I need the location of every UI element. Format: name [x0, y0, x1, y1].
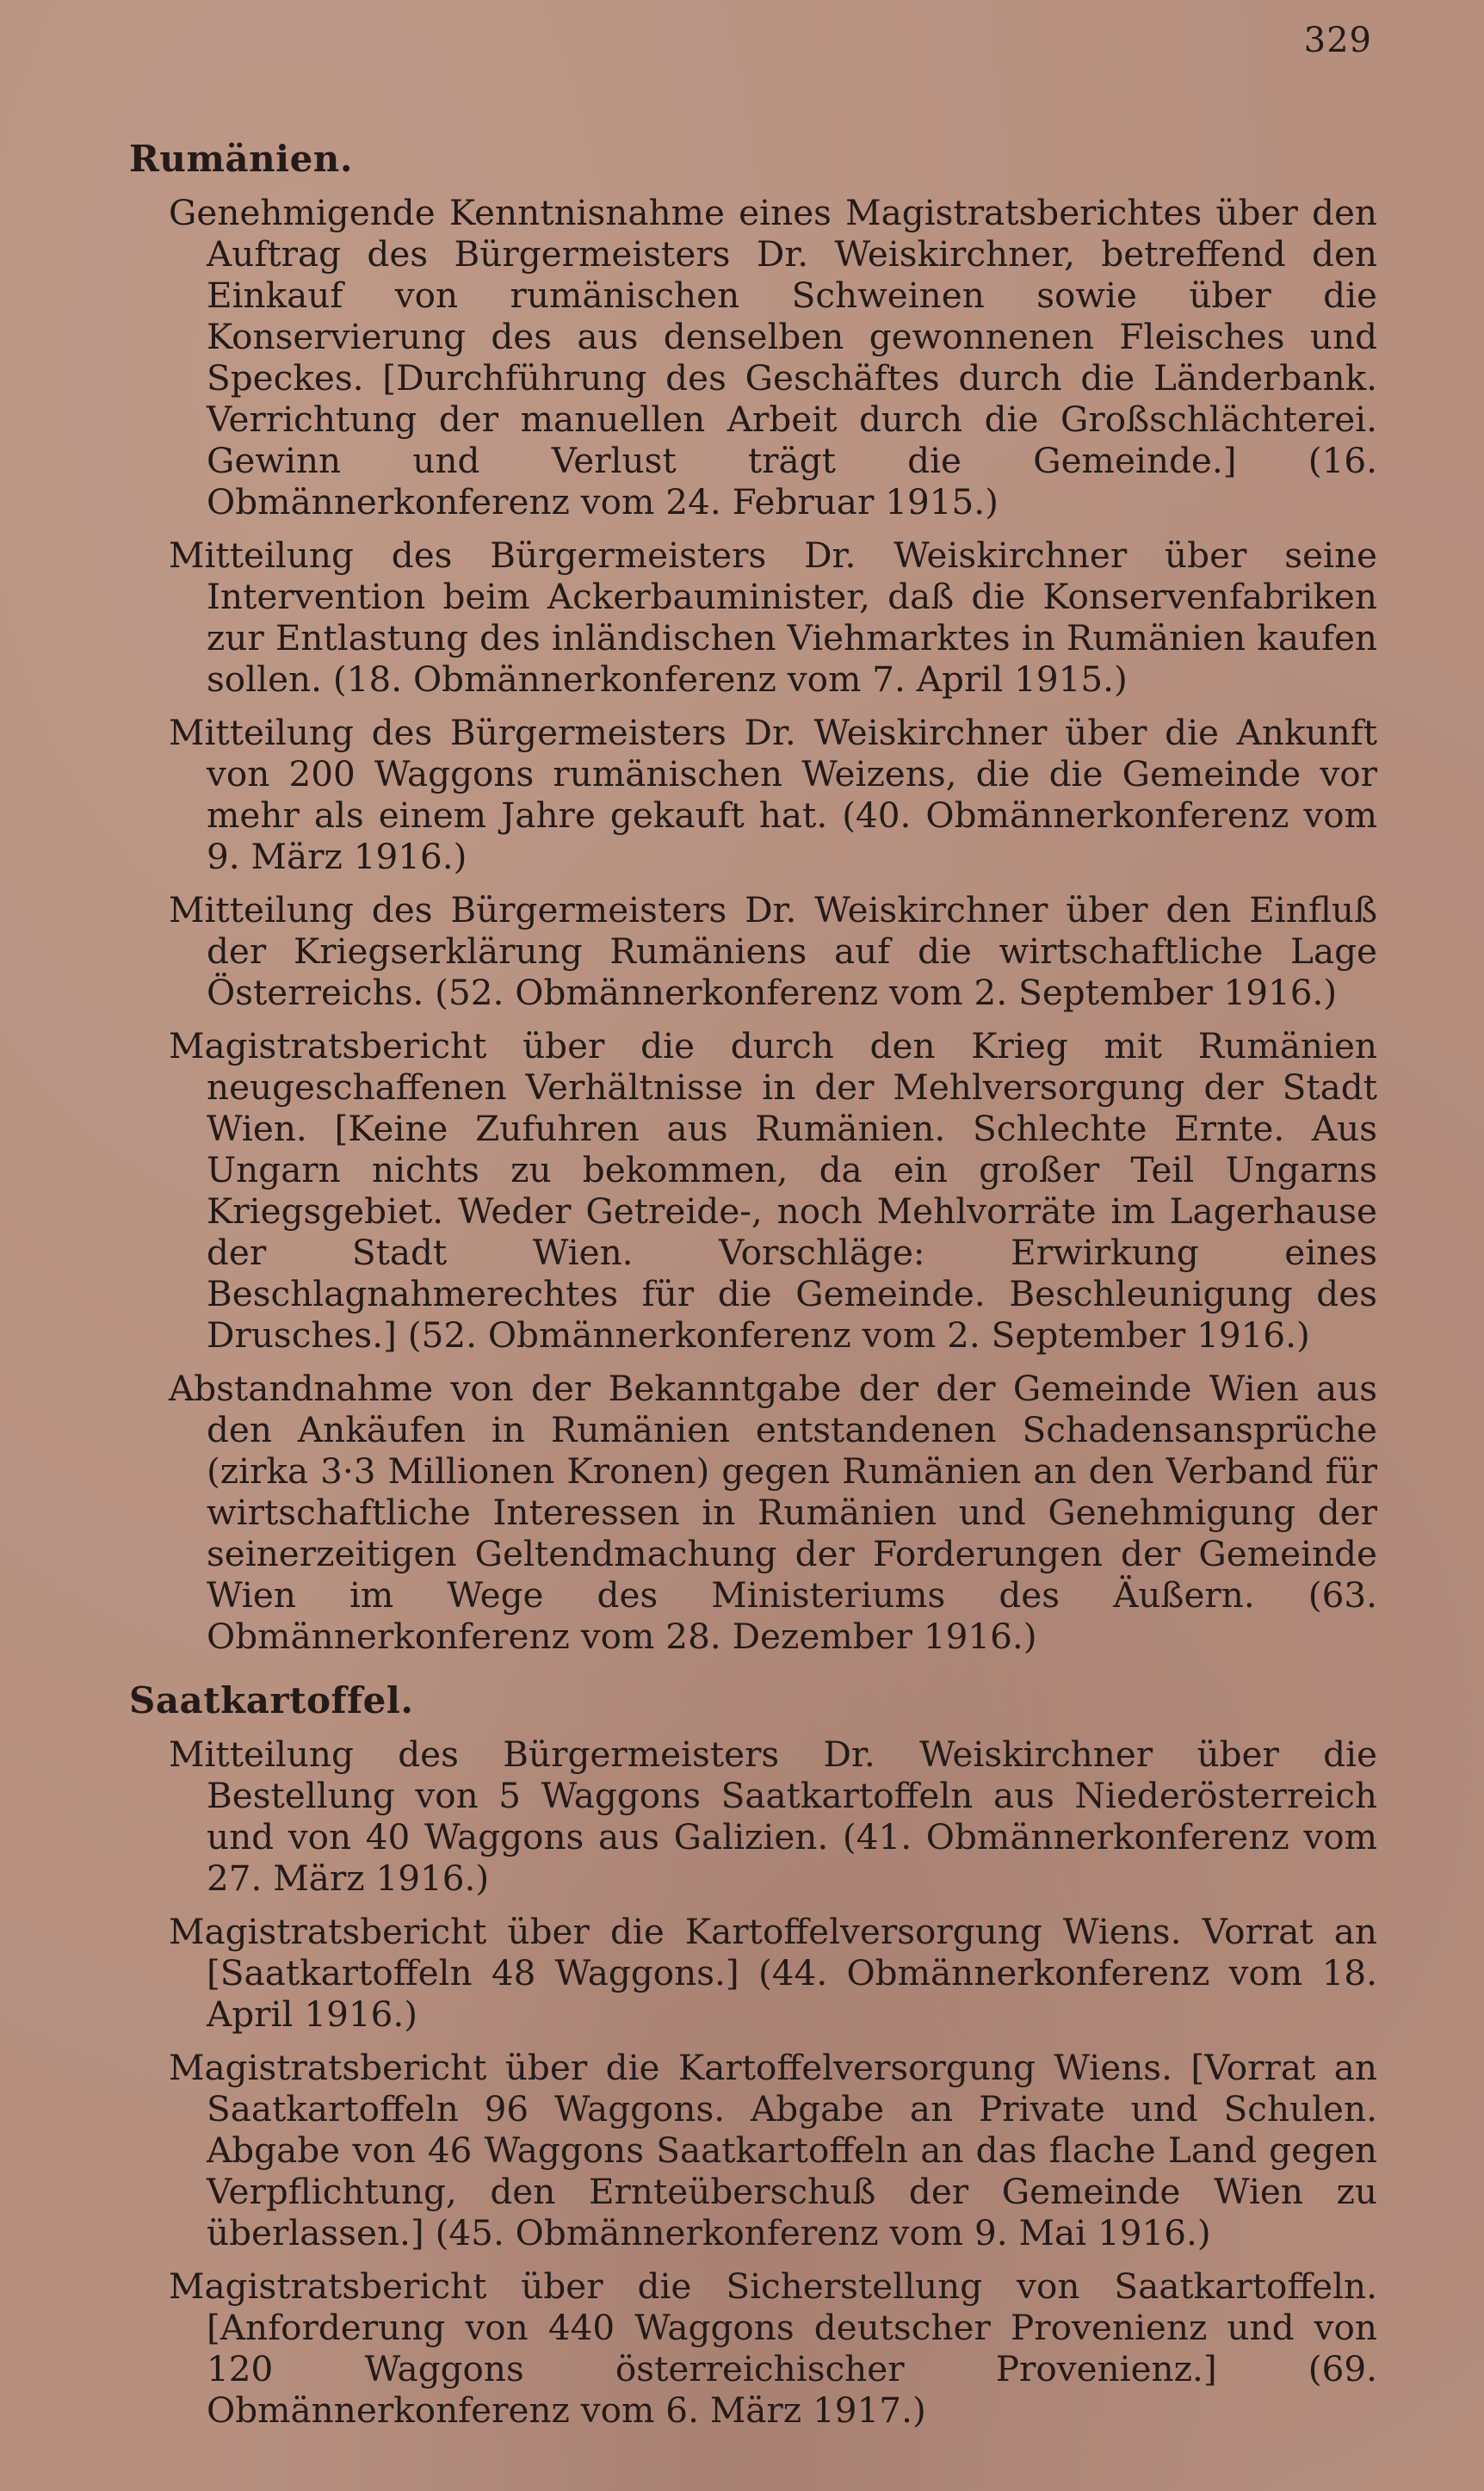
entry-paragraph: Magistratsbericht über die Kartoffelversorgung Wiens. [Vorrat an Saatkartoffeln 96 Waggons. Abgabe an Private und Schulen. Abgabe von 46 Waggons Saatkartoffeln an das flache Land gegen Verpflichtung, den Ernteüberschuß der Gemeinde Wien zu überlassen.] (45. Obmännerkonferenz vom 9. Mai 1916.)	[169, 2047, 1377, 2253]
section-heading: Saatkartoffel.	[129, 1679, 414, 1721]
page-content	[129, 138, 1377, 2443]
entry-paragraph: Mitteilung des Bürgermeisters Dr. Weiskirchner über den Einfluß der Kriegserklärung Rumäniens auf die wirtschaftliche Lage Österreichs. (52. Obmännerkonferenz vom 2. September 1916.)	[169, 889, 1377, 1013]
entry-paragraph: Mitteilung des Bürgermeisters Dr. Weiskirchner über die Bestellung von 5 Waggons Saatkartoffeln aus Niederösterreich und von 40 Waggons aus Galizien. (41. Obmännerkonferenz vom 27. März 1916.)	[169, 1734, 1377, 1899]
page-number: 329	[1303, 21, 1372, 60]
entry-paragraph: Genehmigende Kenntnisnahme eines Magistratsberichtes über den Auftrag des Bürgermeisters Dr. Weiskirchner, betreffend den Einkauf von rumänischen Schweinen sowie über die Konservierung des aus denselben gewonnenen Fleisches und Speckes. [Durchführung des Geschäftes durch die Länderbank. Verrichtung der manuellen Arbeit durch die Großschlächterei. Gewinn und Verlust trägt die Gemeinde.] (16. Obmännerkonferenz vom 24. Februar 1915.)	[169, 192, 1377, 522]
entry-paragraph: Magistratsbericht über die Sicherstellung von Saatkartoffeln. [Anforderung von 440 Waggons deutscher Provenienz und von 120 Waggons österreichischer Provenienz.] (69. Obmännerkonferenz vom 6. März 1917.)	[169, 2265, 1377, 2431]
entry-paragraph: Magistratsbericht über die Kartoffelversorgung Wiens. Vorrat an [Saatkartoffeln 48 Waggons.] (44. Obmännerkonferenz vom 18. April 1916.)	[169, 1911, 1377, 2035]
section-saatkartoffel	[129, 1679, 1377, 2431]
entry-paragraph: Abstandnahme von der Bekanntgabe der der Gemeinde Wien aus den Ankäufen in Rumänien entstandenen Schadensansprüche (zirka 3·3 Millionen Kronen) gegen Rumänien an den Verband für wirtschaftliche Interessen in Rumänien und Genehmigung der seinerzeitigen Geltendmachung der Forderungen der Gemeinde Wien im Wege des Ministeriums des Äußern. (63. Obmännerkonferenz vom 28. Dezember 1916.)	[169, 1368, 1377, 1657]
section-heading: Rumänien.	[129, 138, 353, 180]
entry-paragraph: Mitteilung des Bürgermeisters Dr. Weiskirchner über seine Intervention beim Ackerbauminister, daß die Konservenfabriken zur Entlastung des inländischen Viehmarktes in Rumänien kaufen sollen. (18. Obmännerkonferenz vom 7. April 1915.)	[169, 535, 1377, 700]
entry-paragraph: Mitteilung des Bürgermeisters Dr. Weiskirchner über die Ankunft von 200 Waggons rumänischen Weizens, die die Gemeinde vor mehr als einem Jahre gekauft hat. (40. Obmännerkonferenz vom 9. März 1916.)	[169, 712, 1377, 877]
section-rumaenien	[129, 138, 1377, 1657]
entry-paragraph: Magistratsbericht über die durch den Krieg mit Rumänien neugeschaffenen Verhältnisse in der Mehlversorgung der Stadt Wien. [Keine Zufuhren aus Rumänien. Schlechte Ernte. Aus Ungarn nichts zu bekommen, da ein großer Teil Ungarns Kriegsgebiet. Weder Getreide-, noch Mehlvorräte im Lagerhause der Stadt Wien. Vorschläge: Erwirkung eines Beschlagnahmerechtes für die Gemeinde. Beschleunigung des Drusches.] (52. Obmännerkonferenz vom 2. September 1916.)	[169, 1025, 1377, 1356]
